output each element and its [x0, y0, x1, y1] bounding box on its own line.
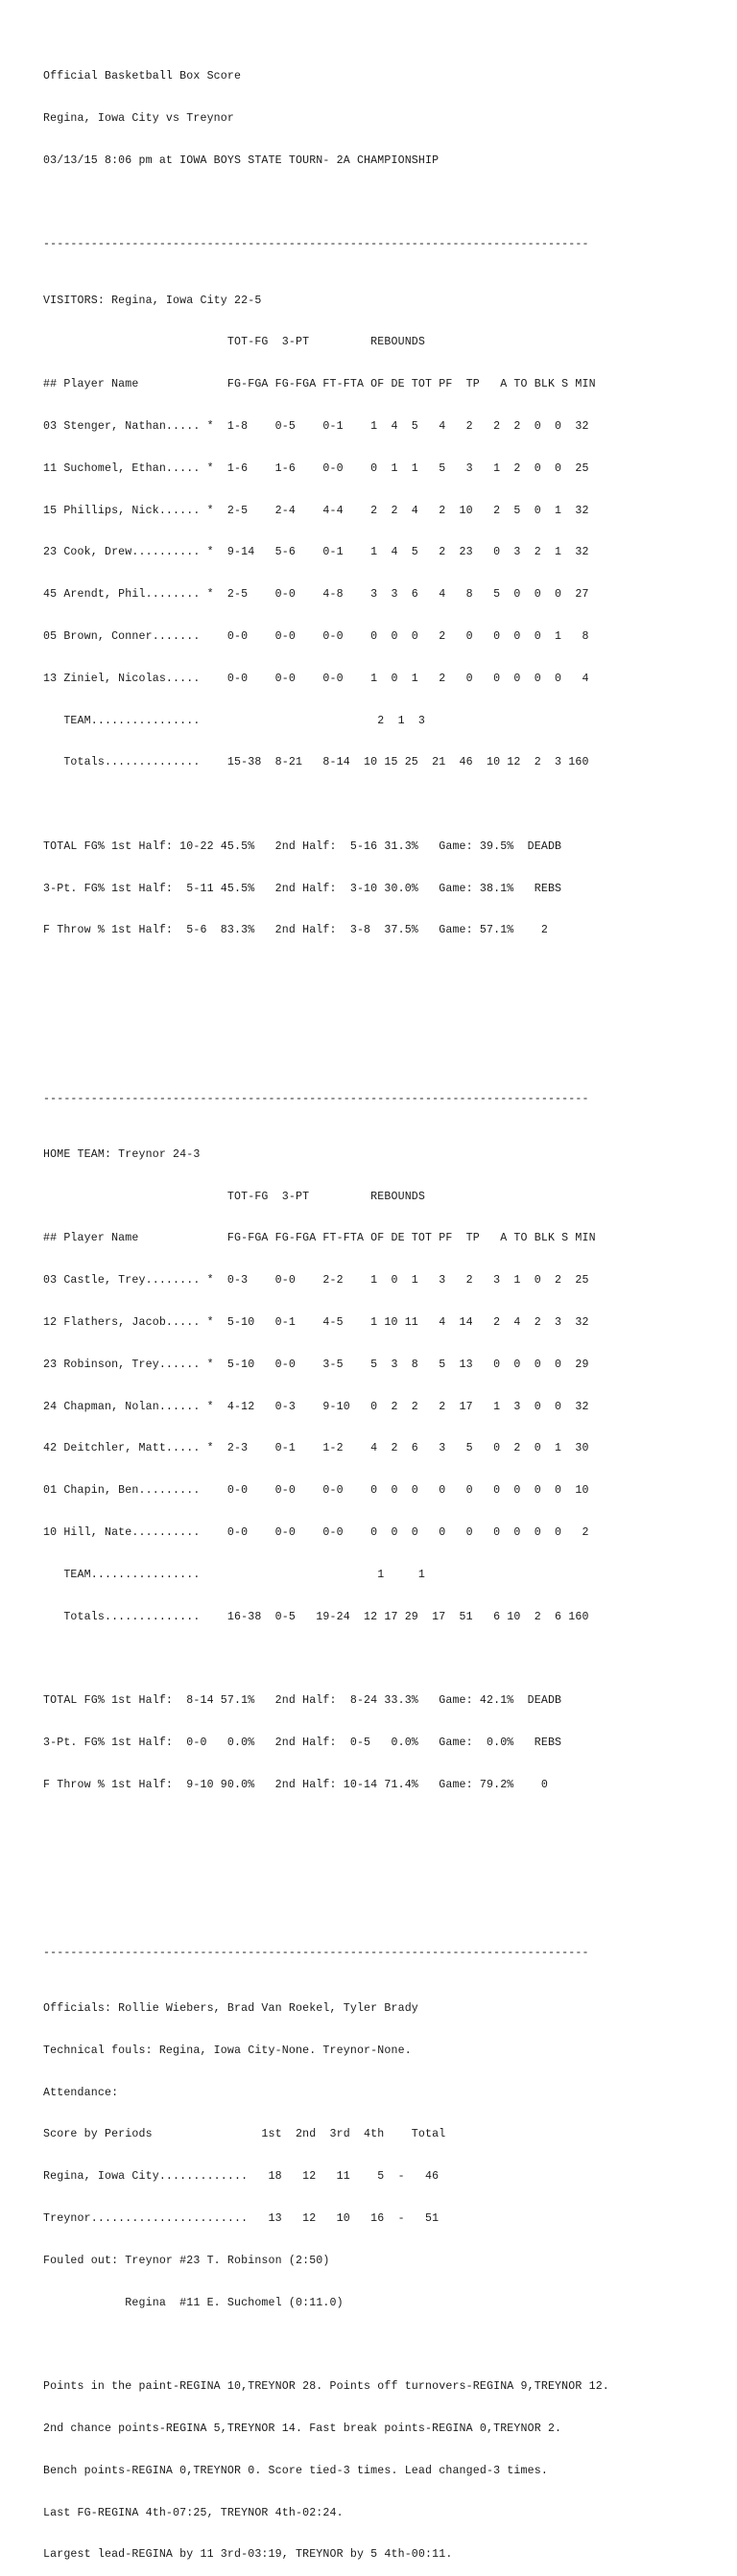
- home-player-row: 23 Robinson, Trey...... * 5-10 0-0 3-5 5 3 8 5 13 0 0 0 0 29: [43, 1358, 589, 1371]
- spacer: [43, 1008, 609, 1023]
- divider: --------------------------------------------------------------------------------: [43, 1946, 589, 1959]
- home-column-header-2: ## Player Name FG-FGA FG-FGA FT-FTA OF DE TOT PF TP A TO BLK S MIN: [43, 1232, 596, 1245]
- visitors-player-row: 15 Phillips, Nick...... * 2-5 2-4 4-4 2 2 4 2 10 2 5 0 1 32: [43, 504, 589, 517]
- home-player-row: 42 Deitchler, Matt..... * 2-3 0-1 1-2 4 2 6 3 5 0 2 0 1 30: [43, 1442, 589, 1455]
- visitors-ft-pct-line: F Throw % 1st Half: 5-6 83.3% 2nd Half: 3-8 37.5% Game: 57.1% 2: [43, 924, 548, 937]
- visitors-team-line: VISITORS: Regina, Iowa City 22-5: [43, 294, 262, 307]
- game-note-line: Largest lead-REGINA by 11 3rd-03:19, TREYNOR by 5 4th-00:11.: [43, 2548, 453, 2562]
- spacer: [43, 1652, 609, 1666]
- home-player-row: 12 Flathers, Jacob..... * 5-10 0-1 4-5 1 10 11 4 14 2 4 2 3 32: [43, 1316, 589, 1330]
- game-note-line: Last FG-REGINA 4th-07:25, TREYNOR 4th-02:24.: [43, 2506, 344, 2519]
- home-player-row: 03 Castle, Trey........ * 0-3 0-0 2-2 1 0 1 3 2 3 1 0 2 25: [43, 1274, 589, 1288]
- visitors-team-row: TEAM................ 2 1 3: [43, 714, 426, 727]
- dateline: 03/13/15 8:06 pm at IOWA BOYS STATE TOURN- 2A CHAMPIONSHIP: [43, 154, 440, 167]
- fouled-out-line: Fouled out: Treynor #23 T. Robinson (2:50): [43, 2254, 330, 2267]
- visitors-player-row: 03 Stenger, Nathan..... * 1-8 0-5 0-1 1 4 5 4 2 2 2 0 0 32: [43, 420, 589, 434]
- matchup-line: Regina, Iowa City vs Treynor: [43, 111, 235, 125]
- visitors-column-header-1: TOT-FG 3-PT REBOUNDS: [43, 336, 426, 349]
- home-fg-pct-line: TOTAL FG% 1st Half: 8-14 57.1% 2nd Half: 8-24 33.3% Game: 42.1% DEADB: [43, 1694, 562, 1708]
- spacer: [43, 1820, 609, 1834]
- fouled-out-line: Regina #11 E. Suchomel (0:11.0): [43, 2296, 344, 2309]
- spacer: [43, 2338, 609, 2352]
- score-by-periods-header: Score by Periods 1st 2nd 3rd 4th Total: [43, 2128, 446, 2141]
- home-team-line: HOME TEAM: Treynor 24-3: [43, 1147, 201, 1161]
- spacer: [43, 798, 609, 813]
- box-score-document: [43, 42, 609, 2576]
- spacer: [43, 197, 609, 211]
- visitors-player-row: 45 Arendt, Phil........ * 2-5 0-0 4-8 3 3 6 4 8 5 0 0 0 27: [43, 588, 589, 602]
- home-totals-row: Totals.............. 16-38 0-5 19-24 12 17 29 17 51 6 10 2 6 160: [43, 1610, 589, 1623]
- spacer: [43, 1862, 609, 1877]
- visitors-column-header-2: ## Player Name FG-FGA FG-FGA FT-FTA OF DE TOT PF TP A TO BLK S MIN: [43, 378, 596, 391]
- home-column-header-1: TOT-FG 3-PT REBOUNDS: [43, 1190, 426, 1203]
- spacer: [43, 1904, 609, 1919]
- technical-fouls-line: Technical fouls: Regina, Iowa City-None. Treynor-None.: [43, 2044, 412, 2057]
- score-by-periods-regina: Regina, Iowa City............. 18 12 11 5 - 46: [43, 2170, 440, 2184]
- score-by-periods-treynor: Treynor....................... 13 12 10 16 - 51: [43, 2212, 440, 2226]
- home-team-row: TEAM................ 1 1: [43, 1568, 426, 1581]
- game-note-line: 2nd chance points-REGINA 5,TREYNOR 14. Fast break points-REGINA 0,TREYNOR 2.: [43, 2422, 562, 2435]
- officials-line: Officials: Rollie Wiebers, Brad Van Roekel, Tyler Brady: [43, 2002, 418, 2016]
- game-note-line: Bench points-REGINA 0,TREYNOR 0. Score tied-3 times. Lead changed-3 times.: [43, 2464, 548, 2477]
- spacer: [43, 966, 609, 981]
- document-title: Official Basketball Box Score: [43, 70, 242, 83]
- divider: --------------------------------------------------------------------------------: [43, 1092, 589, 1105]
- divider: --------------------------------------------------------------------------------: [43, 238, 589, 251]
- visitors-player-row: 13 Ziniel, Nicolas..... 0-0 0-0 0-0 1 0 1 2 0 0 0 0 0 4: [43, 672, 589, 685]
- home-ft-pct-line: F Throw % 1st Half: 9-10 90.0% 2nd Half: 10-14 71.4% Game: 79.2% 0: [43, 1778, 548, 1791]
- game-note-line: Points in the paint-REGINA 10,TREYNOR 28. Points off turnovers-REGINA 9,TREYNOR 12.: [43, 2380, 609, 2394]
- visitors-fg-pct-line: TOTAL FG% 1st Half: 10-22 45.5% 2nd Half: 5-16 31.3% Game: 39.5% DEADB: [43, 839, 562, 853]
- visitors-player-row: 11 Suchomel, Ethan..... * 1-6 1-6 0-0 0 1 1 5 3 1 2 0 0 25: [43, 461, 589, 475]
- visitors-player-row: 23 Cook, Drew.......... * 9-14 5-6 0-1 1 4 5 2 23 0 3 2 1 32: [43, 546, 589, 559]
- spacer: [43, 1051, 609, 1065]
- attendance-line: Attendance:: [43, 2086, 119, 2099]
- home-player-row: 01 Chapin, Ben......... 0-0 0-0 0-0 0 0 0 0 0 0 0 0 0 10: [43, 1484, 589, 1498]
- home-player-row: 24 Chapman, Nolan...... * 4-12 0-3 9-10 0 2 2 2 17 1 3 0 0 32: [43, 1400, 589, 1413]
- home-3pt-pct-line: 3-Pt. FG% 1st Half: 0-0 0.0% 2nd Half: 0-5 0.0% Game: 0.0% REBS: [43, 1736, 562, 1749]
- visitors-player-row: 05 Brown, Conner....... 0-0 0-0 0-0 0 0 0 2 0 0 0 0 1 8: [43, 629, 589, 643]
- visitors-totals-row: Totals.............. 15-38 8-21 8-14 10 15 25 21 46 10 12 2 3 160: [43, 756, 589, 769]
- home-player-row: 10 Hill, Nate.......... 0-0 0-0 0-0 0 0 0 0 0 0 0 0 0 2: [43, 1525, 589, 1539]
- visitors-3pt-pct-line: 3-Pt. FG% 1st Half: 5-11 45.5% 2nd Half: 3-10 30.0% Game: 38.1% REBS: [43, 882, 562, 895]
